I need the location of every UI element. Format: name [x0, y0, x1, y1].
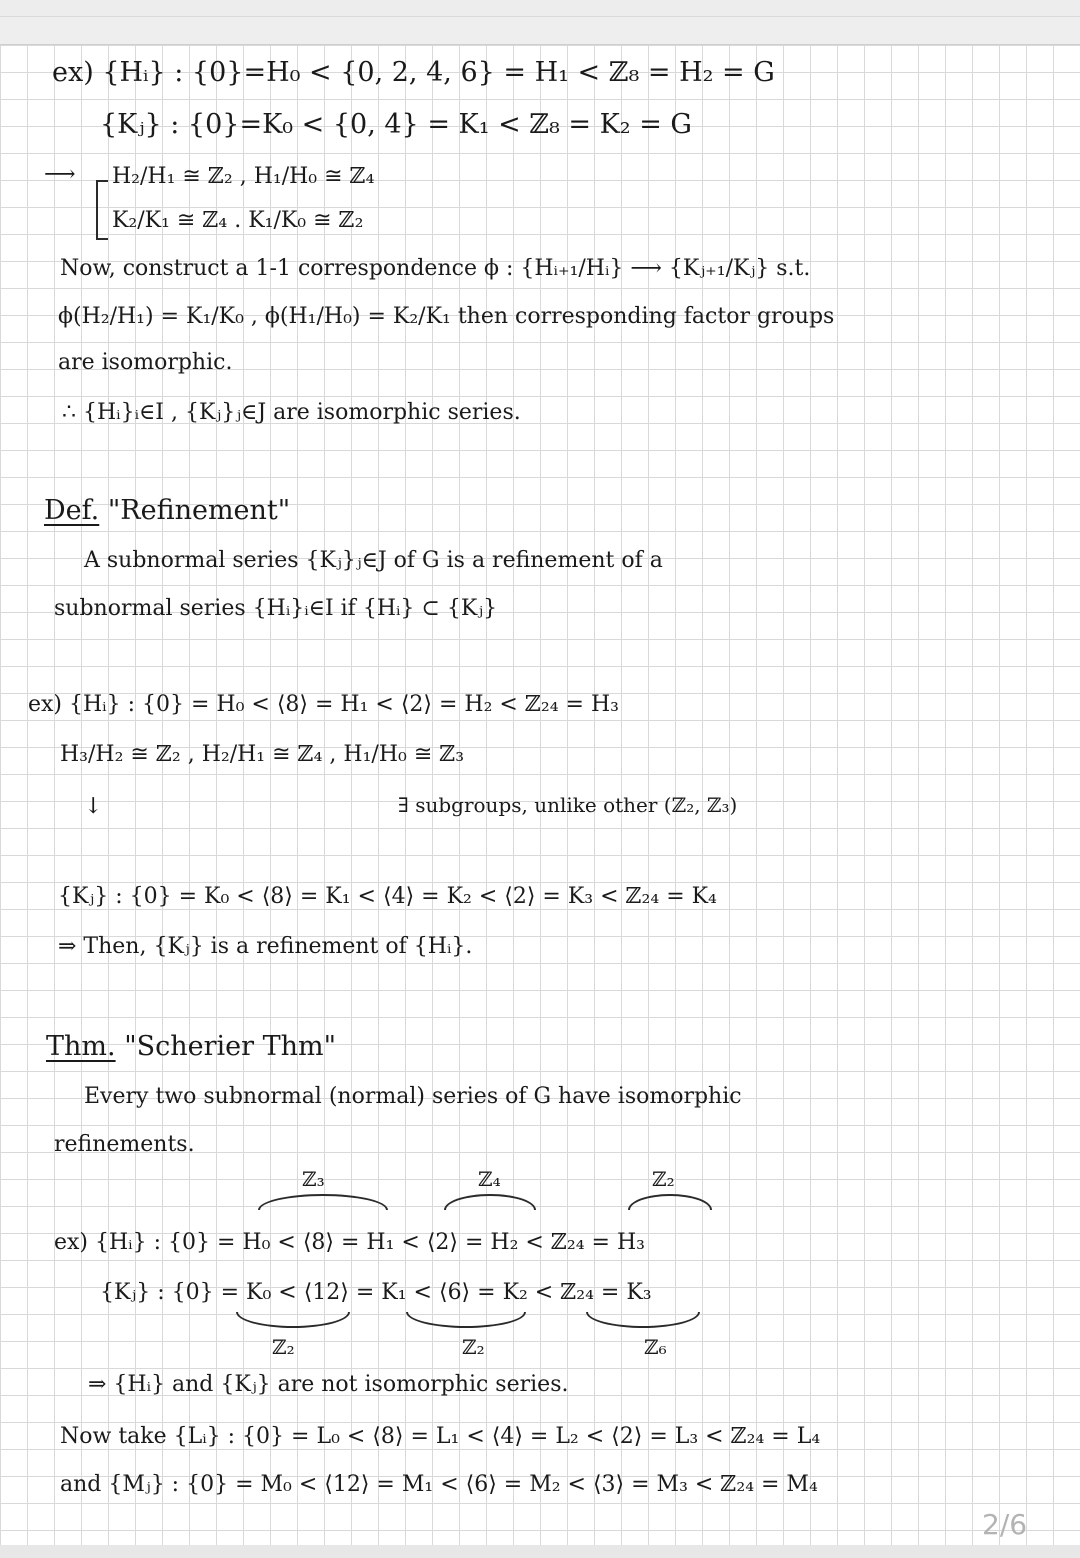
ex2-line1: ex) {Hᵢ} : {0} = H₀ < ⟨8⟩ = H₁ < ⟨2⟩ = H₂ < ℤ₂₄ = H₃ [28, 692, 619, 717]
def-line2: subnormal series {Hᵢ}ᵢ∈I if {Hᵢ} ⊂ {Kⱼ} [54, 596, 498, 621]
brace-label-top-1: ℤ₃ [302, 1167, 325, 1191]
brace-label-bottom-1: ℤ₂ [272, 1335, 295, 1359]
bottom-bar [0, 1545, 1080, 1558]
ex1-line5: Now, construct a 1-1 correspondence ϕ : {Hᵢ₊₁/Hᵢ} ⟶ {Kⱼ₊₁/Kⱼ} s.t. [60, 256, 811, 281]
def-label: Def. [44, 495, 100, 526]
ex1-line8: ∴ {Hᵢ}ᵢ∈I , {Kⱼ}ⱼ∈J are isomorphic series. [62, 400, 521, 425]
top-bar [0, 0, 1080, 17]
thm-label: Thm. [46, 1031, 116, 1062]
ex2-note: ∃ subgroups, unlike other (ℤ₂, ℤ₃) [398, 793, 738, 817]
arrow-icon: ⟶ [44, 162, 76, 187]
ex3-line4: Now take {Lᵢ} : {0} = L₀ < ⟨8⟩ = L₁ < ⟨4⟩ = L₂ < ⟨2⟩ = L₃ < ℤ₂₄ = L₄ [60, 1424, 821, 1449]
thm-title: "Scherier Thm" [124, 1031, 337, 1062]
down-arrow-icon: ↓ [84, 794, 103, 819]
ex1-line6: ϕ(H₂/H₁) = K₁/K₀ , ϕ(H₁/H₀) = K₂/K₁ then corresponding factor groups [58, 304, 835, 329]
thm-line2: refinements. [54, 1132, 195, 1157]
ex2-line2: H₃/H₂ ≅ ℤ₂ , H₂/H₁ ≅ ℤ₄ , H₁/H₀ ≅ ℤ₃ [60, 742, 465, 767]
def-title: "Refinement" [107, 495, 291, 526]
ex3-line3: ⇒ {Hᵢ} and {Kⱼ} are not isomorphic series. [88, 1372, 569, 1397]
brace-label-bottom-3: ℤ₆ [644, 1335, 667, 1359]
page-number: 2/6 [982, 1508, 1028, 1541]
thm-line1: Every two subnormal (normal) series of G have isomorphic [84, 1084, 742, 1109]
ex3-line2: {Kⱼ} : {0} = K₀ < ⟨12⟩ = K₁ < ⟨6⟩ = K₂ < ℤ₂₄ = K₃ [100, 1280, 652, 1305]
bracket-icon [96, 180, 108, 240]
def-line1: A subnormal series {Kⱼ}ⱼ∈J of G is a refinement of a [84, 548, 663, 573]
ex1-line2: {Kⱼ} : {0}=K₀ < {0, 4} = K₁ < ℤ₈ = K₂ = G [100, 109, 692, 140]
ex1-line7: are isomorphic. [58, 350, 233, 375]
brace-label-bottom-2: ℤ₂ [462, 1335, 485, 1359]
ex1-line4: K₂/K₁ ≅ ℤ₄ . K₁/K₀ ≅ ℤ₂ [112, 208, 364, 233]
ex2-line5: ⇒ Then, {Kⱼ} is a refinement of {Hᵢ}. [58, 934, 473, 959]
ex3-line1: ex) {Hᵢ} : {0} = H₀ < ⟨8⟩ = H₁ < ⟨2⟩ = H₂ < ℤ₂₄ = H₃ [54, 1230, 645, 1255]
brace-label-top-3: ℤ₂ [652, 1167, 675, 1191]
thm-heading [46, 1030, 336, 1064]
ex1-line3: H₂/H₁ ≅ ℤ₂ , H₁/H₀ ≅ ℤ₄ [112, 164, 375, 189]
ex2-line4: {Kⱼ} : {0} = K₀ < ⟨8⟩ = K₁ < ⟨4⟩ = K₂ < ⟨2⟩ = K₃ < ℤ₂₄ = K₄ [58, 884, 717, 909]
ex1-line1: ex) {Hᵢ} : {0}=H₀ < {0, 2, 4, 6} = H₁ < ℤ₈ = H₂ = G [52, 57, 775, 88]
def-heading [44, 494, 290, 528]
ex3-line5: and {Mⱼ} : {0} = M₀ < ⟨12⟩ = M₁ < ⟨6⟩ = M₂ < ⟨3⟩ = M₃ < ℤ₂₄ = M₄ [60, 1472, 818, 1497]
brace-label-top-2: ℤ₄ [478, 1167, 501, 1191]
